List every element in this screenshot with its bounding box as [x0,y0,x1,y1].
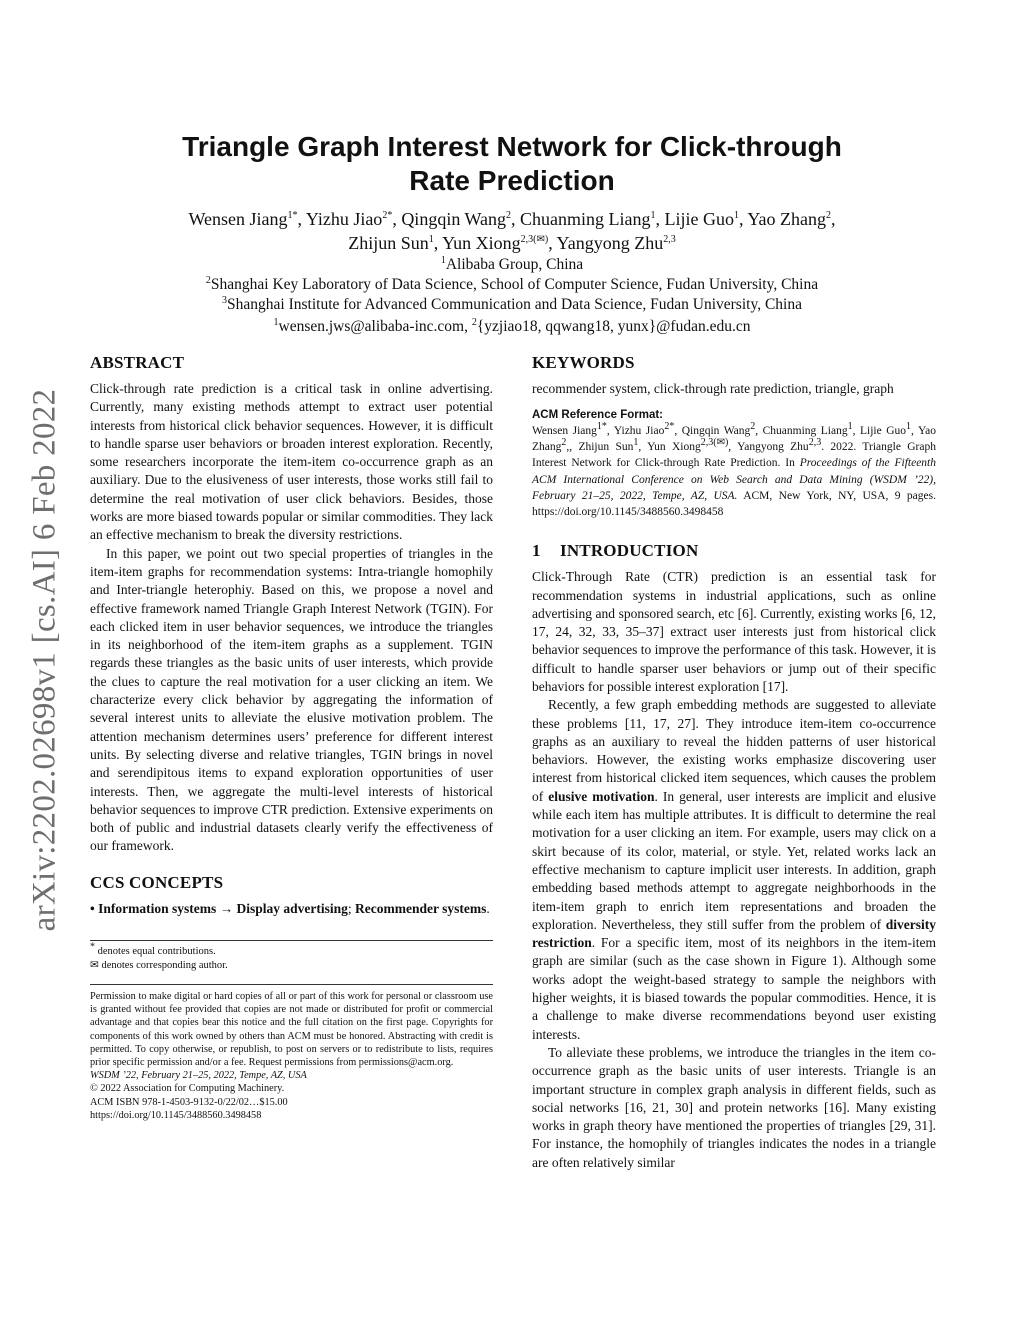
affiliation-mark: 2 [205,274,211,286]
arxiv-identifier: arXiv:2202.02698v1 [cs.AI] 6 Feb 2022 [26,388,63,932]
footnote-text: denotes equal contributions. [95,946,216,958]
section-title: INTRODUCTION [560,541,699,561]
ref-author: , Qingqin Wang [674,425,751,437]
intro-paragraph [532,696,936,1044]
paper-header [90,130,934,337]
author-mark: 1 [428,234,434,245]
ref-mark: 2 [561,437,567,449]
ref-author: , Yizhu Jiao [606,425,665,437]
permission-rule [90,984,493,985]
author-name: Wensen Jiang [188,209,288,229]
ref-mark: 1 [847,421,853,433]
abstract-heading: ABSTRACT [90,353,185,372]
ref-tail: ACM, New York, NY, USA, 9 pages. https://doi.org/10.1145/3488560.3498458 [532,489,936,519]
author-sep: , [831,209,836,229]
affiliation-mark: 3 [222,294,228,306]
ref-author: , Yun Xiong [638,441,701,454]
author-name: , Yun Xiong [433,233,521,253]
isbn: ACM ISBN 978-1-4503-9132-0/22/02…$15.00 [90,1096,288,1108]
section-number: 1 [532,541,541,561]
ref-mark: 2 [750,421,756,433]
ccs-concept: Recommender systems [355,900,487,916]
abstract-paragraph: In this paper, we point out two special properties of triangles in the item-item graphs for recommendation systems: Intra-triangle homophily and Inter-triangle heterophiy. Based on this, we propose a novel and effective framework named Triangle Graph Interest Network (TGIN). For each clicked item in user behavior sequences, we introduce the triangles in its neighborhood of the item-item graphs as a supplement. TGIN regards these triangles as the basic units of user interests, which provide the clues to capture the real motivation for a user clicking an item. We characterize every click behavior by aggregating the information of several interest units to alleviate the elusive motivation problem. The attention mechanism determines users’ preference for different interest units. By selecting diverse and relative triangles, TGIN brings in novel and serendipitous items to expand exploration opportunities of user interests. Then, we aggregate the multi-level interests of historical behavior sequences to improve CTR prediction. Extensive experiments on both of public and industrial datasets clearly verify the effectiveness of our framework. [90,545,493,854]
ref-author: , Yangyong Zhu [728,441,809,454]
left-column [90,352,493,1122]
acm-reference-text [532,423,936,520]
ref-mark: 1 [906,421,912,433]
ccs-concept: Information systems [94,900,217,916]
ref-author: , Lijie Guo [852,425,907,437]
intro-text: . In general, user interests are implicit and elusive while each item has multiple attributes. It is difficult to determine the real motivation for a user clicking an item. For example, users may click on a skirt because of its color, material, or style. Yet, related works lack an effective mechanism to capture implicit user interests. In addition, graph embedding based methods attempt to aggregate neighborhoods in the item-item graph to enrich item representations and broaden the exploration. Nevertheless, they still suffer from the problem of [532,788,937,932]
author-name: Zhijun Sun [348,233,429,253]
right-column [532,352,936,1172]
email-mark: 1 [273,316,279,328]
intro-paragraph: Click-Through Rate (CTR) prediction is an essential task for recommendation systems in industrial applications, such as online advertising and sponsored search, etc [6]. Currently, existing works [6, 12, 17, 24, 32, 33, 35–37] extract user interests just from historical click behavior sequences to improve the performance of this task. However, it is difficult to handle sparser user behaviors or jump out of their specific behaviors for possible interest exploration [17]. [532,569,936,694]
author-mark: 1 [650,210,656,221]
author-list [90,207,934,255]
doi-link[interactable]: https://doi.org/10.1145/3488560.3498458 [90,1109,262,1121]
ccs-arrow: → [216,900,237,916]
footnote-text: denotes corresponding author. [98,959,228,971]
ref-author: , Chuanming Liang [755,425,848,437]
ref-mark: 2* [664,421,675,433]
affiliation-text: Shanghai Key Laboratory of Data Science, School of Computer Science, Fudan University, China [210,276,819,293]
author-emails [90,317,934,337]
intro-text: . For a specific item, most of its neighbors in the item-item graph are similar (such as the case shown in Figure 1). Although some works adopt the weight-based strategy to sample the neighbors with higher weights, it is biased towards the popular commodities. Hence, it is a challenge to make diverse recommendations beyond user existing interests. [532,935,936,1042]
title-line-1: Triangle Graph Interest Network for Click-through [182,131,842,162]
intro-text: Recently, a few graph embedding methods are suggested to alleviate these problems [11, 17, 27]. They introduce item-item co-occurrence graphs as an auxiliary to reveal the hidden patterns of user historical behaviors. However, the existing works emphasize discovering user interest from historical clicked item sequences, which causes the problem of [532,697,936,804]
ref-mark: 1 [633,437,639,449]
author-mark: 2 [826,210,832,221]
ref-proceedings: Proceedings of the Fifteenth ACM International Conference on Web Search and Data Mining (WSDM ’22), February 21–25, 2022, Tempe, AZ, USA. [532,457,936,502]
author-mark: 2,3 [663,234,676,245]
affiliation-mark: 1 [440,254,446,266]
author-name: , Yangyong Zhu [548,233,664,253]
title-line-2: Rate Prediction [409,165,615,196]
affiliation-text: Alibaba Group, China [445,256,584,273]
author-mark: 1* [287,210,298,221]
ccs-heading: CCS CONCEPTS [90,872,224,892]
intro-emphasis: diversity restriction [532,916,936,951]
ccs-bullet: • [90,900,95,916]
conference-info: WSDM ’22, February 21–25, 2022, Tempe, AZ, USA [90,1070,307,1082]
footnote-rule [90,940,493,941]
paper-title [90,130,934,198]
author-mark: 2,3(✉) [520,234,549,245]
copyright: © 2022 Association for Computing Machinery. [90,1083,285,1095]
author-name: , Lijie Guo [655,209,735,229]
email-mark: 2 [471,316,477,328]
author-name: , Yizhu Jiao [297,209,383,229]
keywords-heading: KEYWORDS [532,353,635,372]
affiliation-text: Shanghai Institute for Advanced Communication and Data Science, Fudan University, China [227,296,802,313]
ref-author: ,, Zhijun Sun [566,441,634,454]
keywords-text: recommender system, click-through rate prediction, triangle, graph [532,381,894,396]
affiliation [90,295,934,315]
author-name: , Yao Zhang [739,209,827,229]
author-mark: 1 [734,210,740,221]
ccs-end: . [486,900,490,916]
ref-mark: 2,3 [808,437,822,449]
ref-mark: 1* [596,421,607,433]
ref-author: , Yao Zhang [532,425,936,454]
affiliation [90,255,934,275]
author-mark: 2 [506,210,512,221]
abstract-paragraph: Click-through rate prediction is a critical task in online advertising. Currently, many existing methods attempt to extract user potential interests from historical click behavior sequences. However, it is difficult to handle sparse user behaviors or broaden interest exploration. Recently, some researchers incorporate the item-item co-occurrence graph as an auxiliary. Due to the elusiveness of user interests, those works still fail to determine the real motivation of user click behaviors. Besides, those works are more biased towards popular or similar commodities. They lack an effective mechanism to break the diversity restrictions. [90,381,493,543]
email-text: {yzjiao18, qqwang18, yunx}@fudan.edu.cn [476,318,751,335]
acm-reference-heading: ACM Reference Format: [532,409,663,421]
intro-emphasis: elusive motivation [548,788,655,804]
envelope-icon: ✉ [90,959,99,971]
intro-paragraph: To alleviate these problems, we introduce the triangles in the item co-occurrence graph as the basic units of user interests. Triangle is an important structure in complex graph analysis in different fields, such as social networks [16, 21, 30] and protein networks [16]. Many existing works in graph theory have mentioned the properties of triangles [29, 31]. For instance, the homophily of triangles indicates the nodes in a triangle are often relatively similar [532,1044,936,1170]
ref-mark: 2,3(✉) [700,437,729,449]
ccs-separator: ; [347,900,356,916]
permission-notice: Permission to make digital or hard copies of all or part of this work for personal or classroom use is granted without fee provided that copies are not made or distributed for profit or commercial advantage and that copies bear this notice and the full citation on the first page. Copyrights for components of this work owned by others than ACM must be honored. Abstracting with credit is permitted. To copy otherwise, or republish, to post on servers or to redistribute to lists, requires prior specific permission and/or a fee. Request permissions from permissions@acm.org. [90,991,493,1069]
ccs-concept: Display advertising [236,900,348,916]
email-text: wensen.jws@alibaba-inc.com, [278,318,472,335]
ref-author: Wensen Jiang [532,425,597,437]
footnote [90,959,493,973]
arxiv-sidebar [18,360,72,960]
affiliation [90,275,934,295]
footnote [90,941,493,959]
introduction-heading [532,540,936,562]
ccs-concepts [90,900,493,918]
ref-title: . 2022. Triangle Graph Interest Network for Click-through Rate Prediction. In [532,441,936,470]
footnote-mark: * [90,941,95,953]
author-name: , Qingqin Wang [392,209,507,229]
author-name: , Chuanming Liang [511,209,651,229]
author-mark: 2* [382,210,393,221]
